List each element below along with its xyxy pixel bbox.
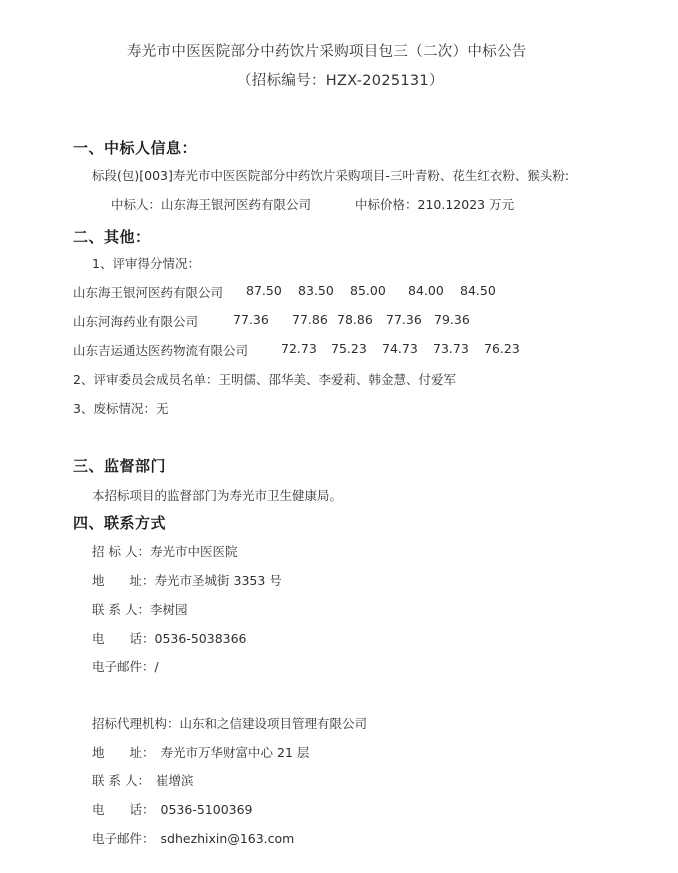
contact-label: 电子邮件： [92,831,155,846]
section-2-heading: 二、其他： [73,228,151,246]
agency-label: 招标代理机构： [92,716,180,731]
agency-email-row [92,829,294,847]
agency-row [92,714,367,732]
section-4-heading: 四、联系方式 [73,514,167,532]
score-value: 72.73 [281,341,317,356]
tender-number: （招标编号：HZX-2025131） [237,73,444,89]
score-value: 79.36 [434,312,470,327]
contact-label: 地 址： [92,745,155,760]
supervision-text: 本招标项目的监督部门为寿光市卫生健康局。 [92,488,343,503]
contact-value: 寿光市万华财富中心 21 层 [160,745,310,760]
agency-name: 山东和之信建设项目管理有限公司 [179,716,368,731]
contact-label: 电 话： [92,802,155,817]
score-value: 84.00 [408,283,444,298]
price-label: 中标价格： [355,197,418,212]
buyer-address-row [92,571,282,589]
score-value: 78.86 [337,312,373,327]
score-value: 85.00 [350,283,386,298]
score-value: 84.50 [460,283,496,298]
contact-value: 寿光市圣城街 3353 号 [154,573,282,588]
winner-label: 中标人： [111,197,162,212]
score-company-3: 山东吉运通达医药物流有限公司 [73,343,249,358]
contact-label: 电 话： [92,631,155,646]
score-value: 75.23 [331,341,367,356]
document-title: 寿光市中医医院部分中药饮片采购项目包三（二次）中标公告 [127,44,527,60]
contact-label: 联 系 人： [92,602,150,617]
buyer-contact-row [92,600,187,618]
score-value: 77.86 [292,312,328,327]
contact-value: 0536-5038366 [154,631,247,646]
score-value: 74.73 [382,341,418,356]
agency-phone-row [92,800,253,818]
invalid-bids: 3、废标情况：无 [73,401,169,416]
agency-contact-row [92,771,193,789]
winner-line [111,195,514,213]
contact-label: 电子邮件： [92,659,155,674]
section-1-heading: 一、中标人信息： [73,139,198,157]
agency-address-row [92,743,309,761]
contact-value: / [154,659,159,674]
score-value: 76.23 [484,341,520,356]
buyer-email-row [92,657,159,675]
contact-value: 崔增滨 [155,773,194,788]
contact-value: 寿光市中医医院 [149,544,238,559]
buyer-phone-row [92,629,247,647]
score-value: 77.36 [233,312,269,327]
score-value: 77.36 [386,312,422,327]
contact-value: 李树园 [149,602,188,617]
winning-price: 210.12023 万元 [417,197,515,212]
score-value: 87.50 [246,283,282,298]
contact-value: sdhezhixin@163.com [160,831,295,846]
winner-name: 山东海王银河医药有限公司 [161,197,312,212]
contact-label: 联 系 人： [92,773,150,788]
score-value: 83.50 [298,283,334,298]
committee-members: 2、评审委员会成员名单：王明儒、邵华美、李爱莉、韩金慧、付爱军 [73,372,456,387]
score-value: 73.73 [433,341,469,356]
score-title: 1、评审得分情况： [92,256,200,271]
lot-description: 标段(包)[003]寿光市中医医院部分中药饮片采购项目-三叶青粉、花生红衣粉、猴头粉: [92,168,570,183]
buyer-name-row [92,542,237,560]
contact-value: 0536-5100369 [160,802,253,817]
score-company-1: 山东海王银河医药有限公司 [73,285,224,300]
contact-label: 招 标 人： [92,544,150,559]
score-company-2: 山东河海药业有限公司 [73,314,199,329]
section-3-heading: 三、监督部门 [73,457,167,475]
contact-label: 地 址： [92,573,155,588]
